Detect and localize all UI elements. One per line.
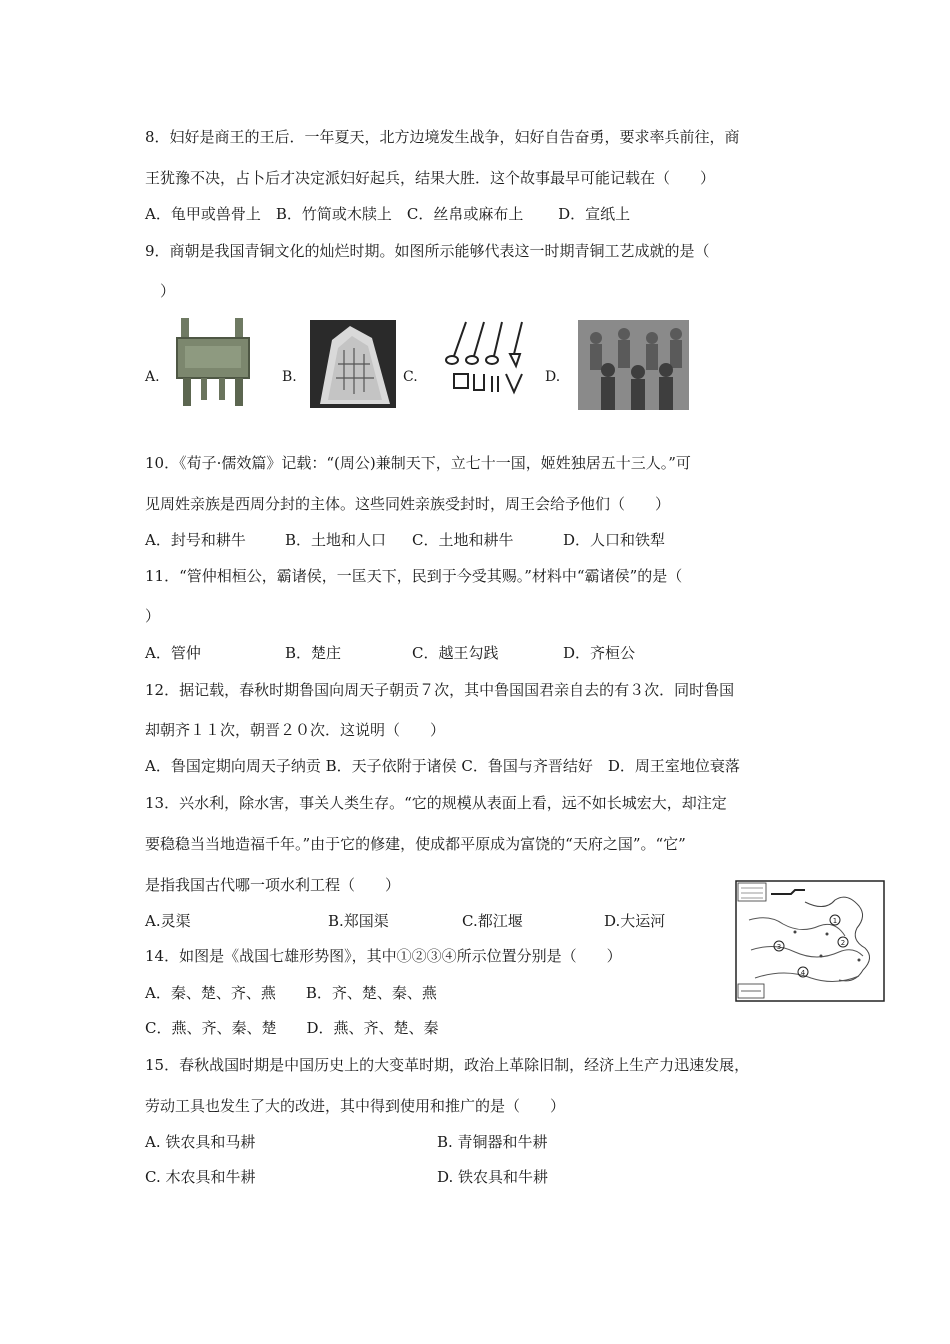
q13-option-d: D.大运河 — [604, 912, 666, 930]
q15-stem-line1: 15．春秋战国时期是中国历史上的大变革时期，政治上革除旧制，经济上生产力迅速发展， — [145, 1056, 750, 1074]
svg-text:1: 1 — [832, 917, 838, 925]
q9-stem-line2: ） — [145, 282, 176, 300]
q9-label-a: A. — [145, 369, 160, 385]
q13-option-b: B.郑国渠 — [328, 912, 389, 930]
q11-option-b: B．楚庄 — [285, 644, 342, 662]
q15-stem-line2: 劳动工具也发生了大的改进，其中得到使用和推广的是（ ） — [145, 1097, 566, 1115]
q15-option-b: B. 青铜器和牛耕 — [437, 1133, 548, 1151]
q10-stem-line1: 10．《荀子·儒效篇》记载：“(周公)兼制天下，立七十一国，姬姓独居五十三人。”可 — [145, 454, 691, 472]
q14-options-cd: C．燕、齐、秦、楚 D．燕、齐、楚、秦 — [145, 1019, 439, 1037]
q9-stem-line1: 9．商朝是我国青铜文化的灿烂时期。如图所示能够代表这一时期青铜工艺成就的是（ — [145, 242, 710, 260]
q15-option-d: D. 铁农具和牛耕 — [437, 1168, 549, 1186]
svg-text:3: 3 — [776, 943, 782, 951]
svg-text:4: 4 — [800, 969, 806, 977]
q11-option-d: D．齐桓公 — [563, 644, 636, 662]
q13-option-c: C.都江堰 — [462, 912, 523, 930]
q8-options: A．龟甲或兽骨上 B．竹简或木牍上 C．丝帛或麻布上 D．宣纸上 — [145, 205, 631, 223]
q13-stem-line2: 要稳稳当当地造福千年。”由于它的修建，使成都平原成为富饶的“天府之国”。“它” — [145, 835, 686, 853]
q13-stem-line3: 是指我国古代哪一项水利工程（ ） — [145, 876, 401, 894]
q12-options: A．鲁国定期向周天子纳贡 B．天子依附于诸侯 C．鲁国与齐晋结好 D．周王室地位衰落 — [145, 757, 740, 775]
q14-stem: 14．如图是《战国七雄形势图》，其中①②③④所示位置分别是（ ） — [145, 947, 622, 965]
q15-option-c: C. 木农具和牛耕 — [145, 1168, 256, 1186]
q11-option-c: C．越王勾践 — [412, 644, 499, 662]
q10-stem-line2: 见周姓亲族是西周分封的主体。这些同姓亲族受封时，周王会给予他们（ ） — [145, 495, 671, 513]
q12-stem-line1: 12．据记载，春秋时期鲁国向周天子朝贡７次，其中鲁国国君亲自去的有３次．同时鲁国 — [145, 681, 735, 699]
q9-label-c: C. — [403, 369, 418, 385]
farm-tools-icon — [440, 318, 532, 400]
q10-option-b: B．土地和人口 — [285, 531, 387, 549]
q13-stem-line1: 13．兴水利，除水害，事关人类生存。“它的规模从表面上看，远不如长城宏大，却注定 — [145, 794, 727, 812]
terracotta-army-icon — [578, 320, 689, 410]
q11-stem-line2: ） — [145, 607, 161, 625]
oracle-bone-icon — [310, 320, 396, 408]
bronze-ding-icon — [167, 316, 259, 410]
q8-stem-line2: 王犹豫不决，占卜后才决定派妇好起兵，结果大胜．这个故事最早可能记载在（ ） — [145, 169, 716, 187]
q10-option-d: D．人口和铁犁 — [563, 531, 666, 549]
q12-stem-line2: 却朝齐１１次，朝晋２０次．这说明（ ） — [145, 721, 446, 739]
svg-text:2: 2 — [840, 939, 846, 947]
q11-stem-line1: 11．“管仲相桓公，霸诸侯，一匡天下，民到于今受其赐。”材料中“霸诸侯”的是（ — [145, 567, 683, 585]
q10-option-c: C．土地和耕牛 — [412, 531, 514, 549]
q8-stem-line1: 8．妇好是商王的王后．一年夏天，北方边境发生战争，妇好自告奋勇，要求率兵前往，商 — [145, 128, 740, 146]
q15-option-a: A. 铁农具和马耕 — [145, 1133, 256, 1151]
q9-label-b: B. — [282, 369, 297, 385]
q14-options-ab: A．秦、楚、齐、燕 B．齐、楚、秦、燕 — [145, 984, 437, 1002]
q13-option-a: A.灵渠 — [145, 912, 191, 930]
warring-states-map-icon — [735, 880, 885, 1002]
q10-option-a: A．封号和耕牛 — [145, 531, 246, 549]
q11-option-a: A．管仲 — [145, 644, 201, 662]
q9-label-d: D. — [545, 369, 561, 385]
